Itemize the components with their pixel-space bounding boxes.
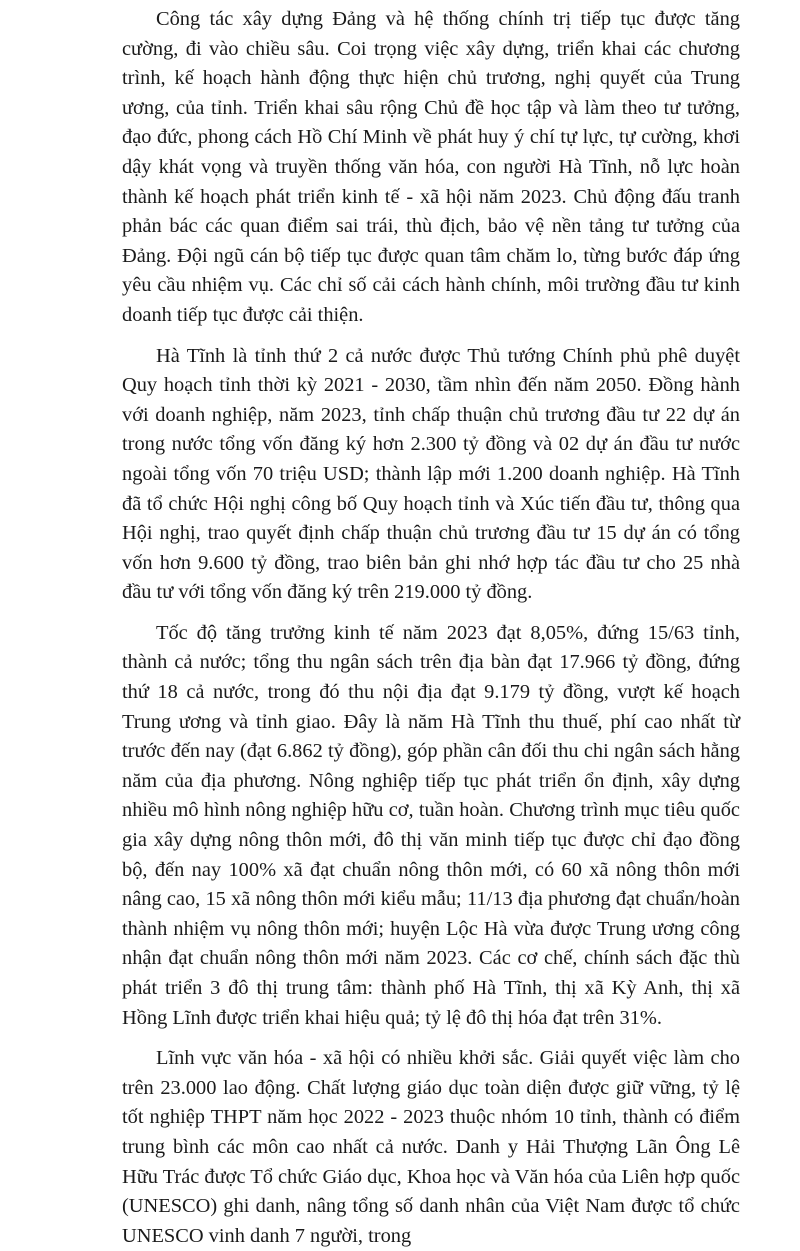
paragraph-economic-growth: Tốc độ tăng trưởng kinh tế năm 2023 đạt 8,05%, đứng 15/63 tỉnh, thành cả nước; tổng thu ngân sách trên địa bàn đạt 17.966 tỷ đồng, đứng thứ 18 cả nước, trong đó thu nội địa đạt 9.179 tỷ đồng, vượt kế hoạch Trung ương và tỉnh giao. Đây là năm Hà Tĩnh thu thuế, phí cao nhất từ trước đến nay (đạt 6.862 tỷ đồng), góp phần cân đối thu chi ngân sách hằng năm của địa phương. Nông nghiệp tiếp tục phát triển ổn định, xây dựng nhiều mô hình nông nghiệp hữu cơ, tuần hoàn. Chương trình mục tiêu quốc gia xây dựng nông thôn mới, đô thị văn minh tiếp tục được chỉ đạo đồng bộ, đến nay 100% xã đạt chuẩn nông thôn mới, có 60 xã nông thôn mới nâng cao, 15 xã nông thôn mới kiểu mẫu; 11/13 địa phương đạt chuẩn/hoàn thành nhiệm vụ nông thôn mới; huyện Lộc Hà vừa được Trung ương công nhận đạt chuẩn nông thôn mới năm 2023. Các cơ chế, chính sách đặc thù phát triển 3 đô thị trung tâm: thành phố Hà Tĩnh, thị xã Kỳ Anh, thị xã Hồng Lĩnh được triển khai hiệu quả; tỷ lệ đô thị hóa đạt trên 31%. [122,621,740,1029]
paragraph-party-building: Công tác xây dựng Đảng và hệ thống chính trị tiếp tục được tăng cường, đi vào chiều sâu. Coi trọng việc xây dựng, triển khai các chương trình, kế hoạch hành động thực hiện chủ trương, nghị quyết của Trung ương, của tỉnh. Triển khai sâu rộng Chủ đề học tập và làm theo tư tưởng, đạo đức, phong cách Hồ Chí Minh về phát huy ý chí tự lực, tự cường, khơi dậy khát vọng và truyền thống văn hóa, con người Hà Tĩnh, nỗ lực hoàn thành kế hoạch phát triển kinh tế - xã hội năm 2023. Chủ động đấu tranh phản bác các quan điểm sai trái, thù địch, bảo vệ nền tảng tư tưởng của Đảng. Đội ngũ cán bộ tiếp tục được quan tâm chăm lo, từng bước đáp ứng yêu cầu nhiệm vụ. Các chỉ số cải cách hành chính, môi trường đầu tư kinh doanh tiếp tục được cải thiện. [122,8,740,326]
document-page [122,0,740,1251]
paragraph-culture-society: Lĩnh vực văn hóa - xã hội có nhiều khởi sắc. Giải quyết việc làm cho trên 23.000 lao động. Chất lượng giáo dục toàn diện được giữ vững, tỷ lệ tốt nghiệp THPT năm học 2022 - 2023 thuộc nhóm 10 tỉnh, thành có điểm trung bình các môn cao nhất cả nước. Danh y Hải Thượng Lãn Ông Lê Hữu Trác được Tổ chức Giáo dục, Khoa học và Văn hóa của Liên hợp quốc (UNESCO) ghi danh, nâng tổng số danh nhân của Việt Nam được tổ chức UNESCO vinh danh 7 người, trong [122,1047,740,1247]
paragraph-investment-planning: Hà Tĩnh là tỉnh thứ 2 cả nước được Thủ tướng Chính phủ phê duyệt Quy hoạch tỉnh thời kỳ 2021 - 2030, tầm nhìn đến năm 2050. Đồng hành với doanh nghiệp, năm 2023, tỉnh chấp thuận chủ trương đầu tư 22 dự án trong nước tổng vốn đăng ký hơn 2.300 tỷ đồng và 02 dự án đầu tư nước ngoài tổng vốn 70 triệu USD; thành lập mới 1.200 doanh nghiệp. Hà Tĩnh đã tổ chức Hội nghị công bố Quy hoạch tỉnh và Xúc tiến đầu tư, thông qua Hội nghị, trao quyết định chấp thuận chủ trương đầu tư 15 dự án có tổng vốn hơn 9.600 tỷ đồng, trao biên bản ghi nhớ hợp tác đầu tư cho 25 nhà đầu tư với tổng vốn đăng ký trên 219.000 tỷ đồng. [122,344,740,604]
